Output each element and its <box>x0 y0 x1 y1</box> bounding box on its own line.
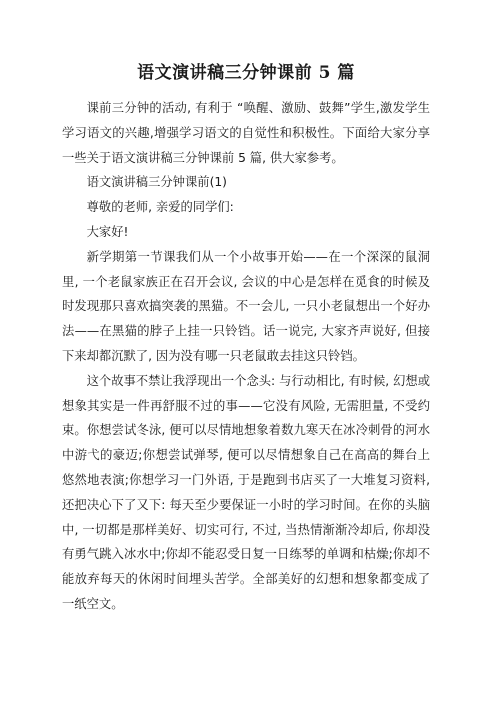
greeting: 大家好! <box>86 224 129 239</box>
story-paragraph: 新学期第一节课我们从一个小故事开始——在一个深深的鼠洞里, 一个老鼠家族正在召开会议, 会议的中心是怎样在觅食的时候及时发现那只喜欢搞突袭的黑猫。不一会儿, 一只小老鼠想出一个好办法——在黑猫的脖子上挂一只铃铛。话一说完, 大家齐声说好, 但接下来却都沉默了, 因为没有哪一只老鼠敢去挂这只铃铛。 <box>62 249 430 363</box>
intro-paragraph: 课前三分钟的活动, 有利于 “唤醒、激励、鼓舞”学生,激发学生学习语文的兴趣,增强学习语文的自觉性和积极性。下面给大家分享一些关于语文演讲稿三分钟课前 5 篇, 供大家参考。 <box>62 101 430 165</box>
salutation: 尊敬的老师, 亲爱的同学们: <box>86 200 234 215</box>
reflection-paragraph: 这个故事不禁让我浮现出一个念头: 与行动相比, 有时候, 幻想或想象其实是一件再舒服不过的事——它没有风险, 无需胆量, 不受约束。你想尝试冬泳, 便可以尽情地想象着数九寒天在冰冷刺骨的河水中游弋的豪迈;你想尝试弹琴, 便可以尽情想象自己在高高的舞台上悠然地表演;你想学习一门外语, 于是跑到书店买了一大堆复习资料, 还把决心下了又下: 每天至少要保证一小时的学习时间。在你的头脑中, 一切都是那样美好、切实可行, 不过, 当热情渐渐冷却后, 你却没有勇气跳入冰水中;你却不能忍受日复一日练琴的单调和枯燥;你却不能放弃每天的休闲时间埋头苦学。全部美好的幻想和想象都变成了一纸空文。 <box>62 373 431 611</box>
section-heading: 语文演讲稿三分钟课前(1) <box>86 175 227 190</box>
document-title: 语文演讲稿三分钟课前 5 篇 <box>137 63 355 83</box>
